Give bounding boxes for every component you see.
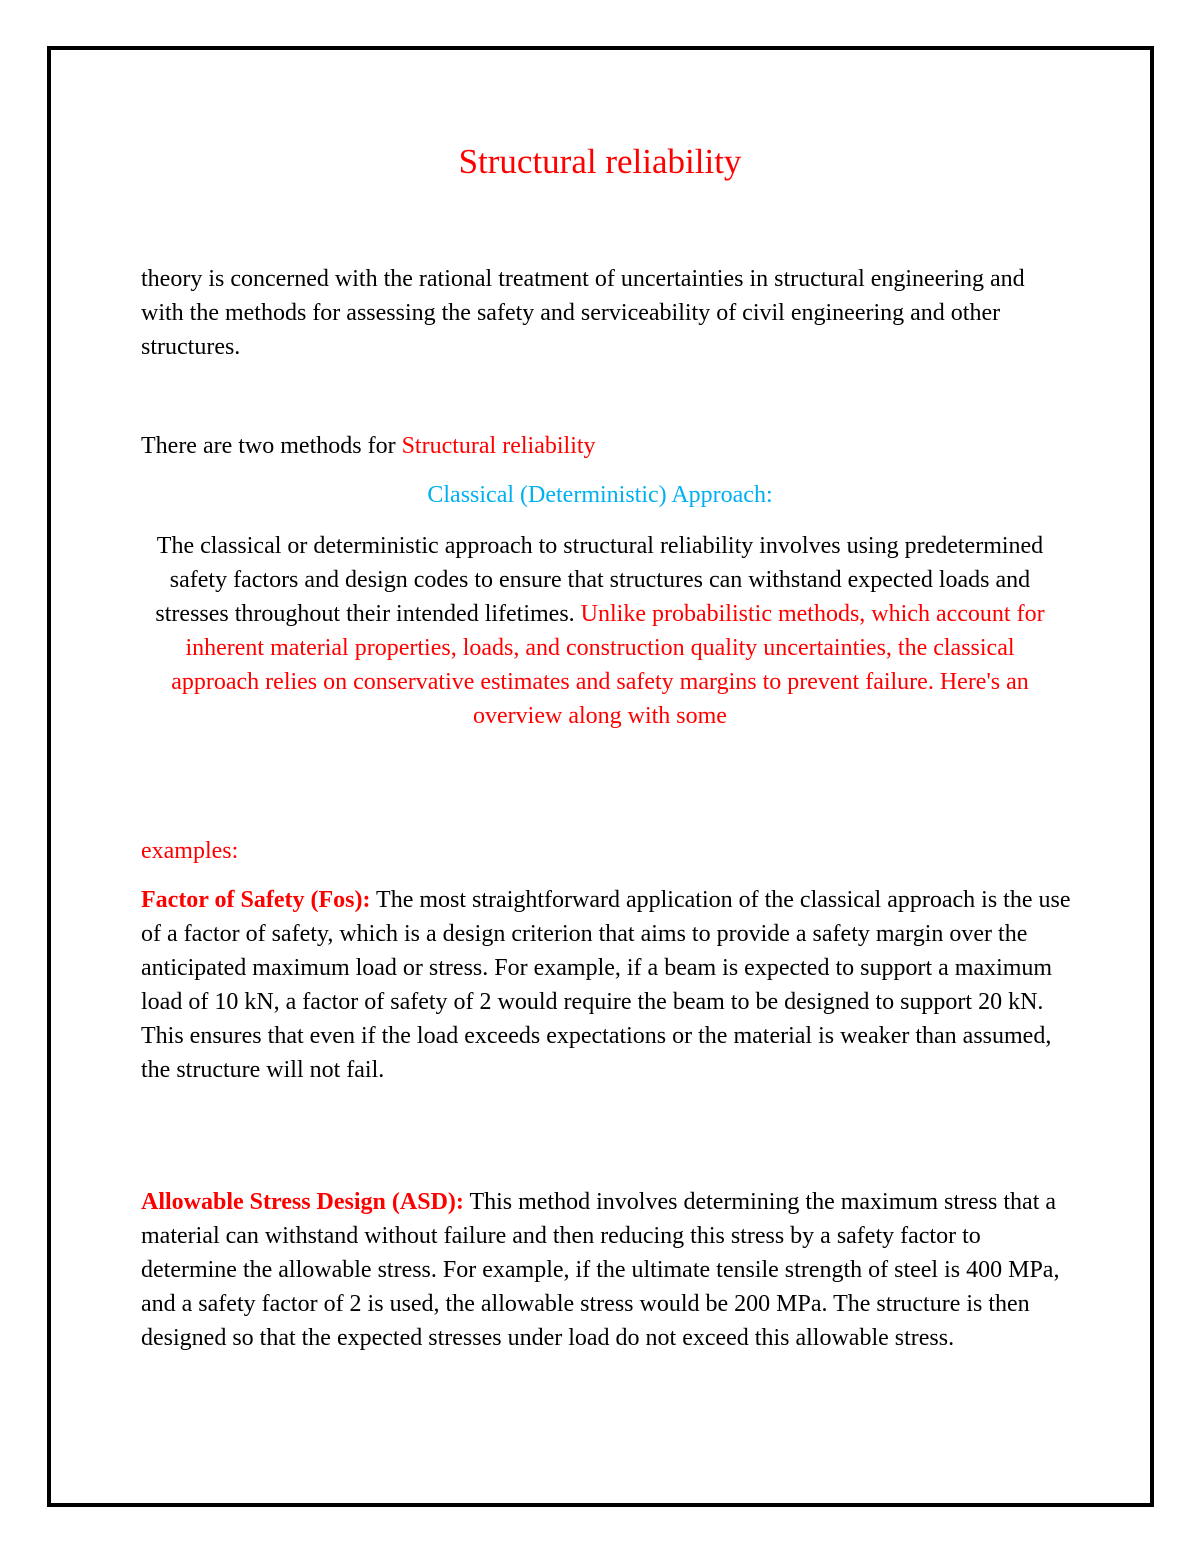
methods-line-prefix: There are two methods for (141, 433, 402, 459)
classical-approach-paragraph (140, 529, 1060, 733)
factor-of-safety-paragraph (141, 883, 1071, 1087)
page-title: Structural reliability (458, 142, 742, 181)
allowable-stress-design-paragraph (141, 1185, 1071, 1355)
classical-body-highlight: Unlike probabilistic methods, which account for inherent material properties, loads, and construction quality uncertainties, the classical approach relies on conservative estimates and safety margins to prevent failure. Here's an overview along with some (171, 601, 1045, 729)
allowable-stress-design-text: This method involves determining the maximum stress that a material can withstand without failure and then reducing this stress by a safety factor to determine the allowable stress. For example, if the ultimate tensile strength of steel is 400 MPa, and a safety factor of 2 is used, the allowable stress would be 200 MPa. The structure is then designed so that the expected stresses under load do not exceed this allowable stress. (141, 1189, 1060, 1351)
methods-line-highlight: Structural reliability (401, 433, 596, 459)
factor-of-safety-text: The most straightforward application of the classical approach is the use of a factor of safety, which is a design criterion that aims to provide a safety margin over the anticipated maximum load or stress. For example, if a beam is expected to support a maximum load of 10 kN, a factor of safety of 2 would require the beam to be designed to support 20 kN. This ensures that even if the load exceeds expectations or the material is weaker than assumed, the structure will not fail. (141, 887, 1071, 1083)
factor-of-safety-term: Factor of Safety (Fos): (141, 887, 371, 913)
examples-label: examples: (141, 838, 239, 864)
methods-line (141, 429, 1071, 463)
classical-body-text: The classical or deterministic approach to structural reliability involves using predetermined safety factors and design codes to ensure that structures can withstand expected loads and stresses throughout their intended lifetimes. (155, 533, 1044, 627)
intro-paragraph: theory is concerned with the rational treatment of uncertainties in structural engineering and with the methods for assessing the safety and serviceability of civil engineering and other structures. (141, 266, 1025, 360)
allowable-stress-design-term: Allowable Stress Design (ASD): (141, 1189, 464, 1215)
classical-approach-heading: Classical (Deterministic) Approach: (427, 482, 773, 508)
